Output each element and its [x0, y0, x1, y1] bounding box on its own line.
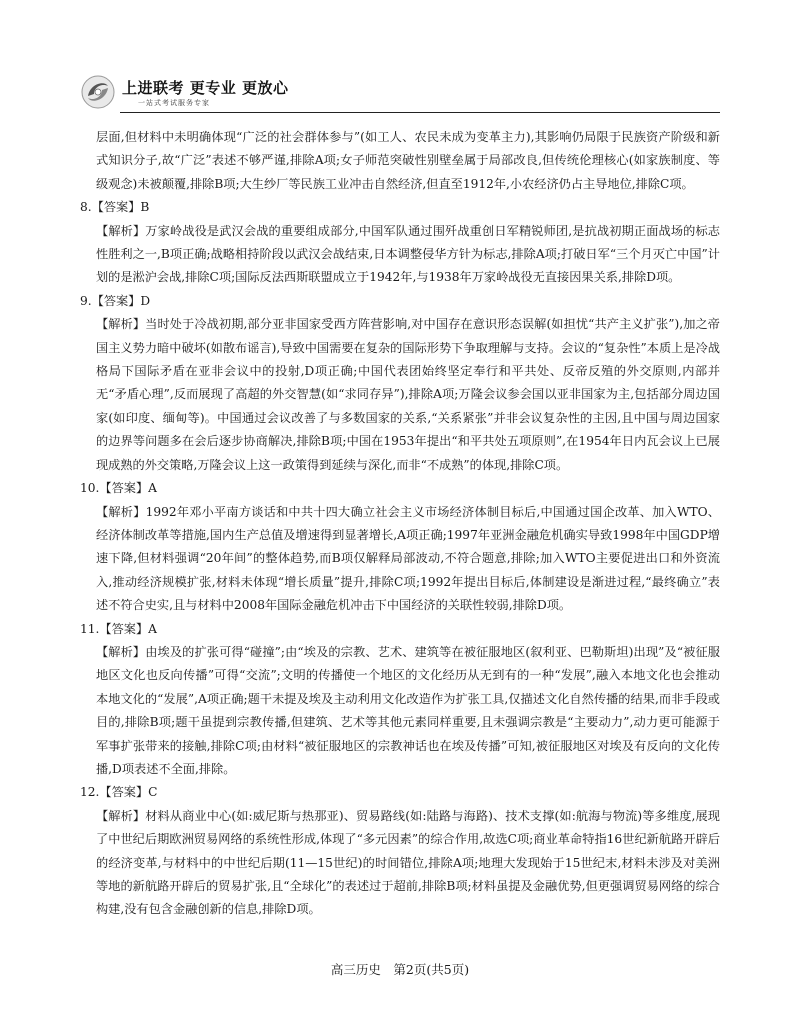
header-subtitle: 一站式考试服务专家: [138, 99, 210, 107]
page-header: [80, 72, 720, 124]
page-footer: 高三历史 第2页(共5页): [330, 962, 470, 977]
answer-line-12: 12.【答案】C: [80, 785, 158, 800]
header-divider: [120, 112, 720, 113]
explanation-paragraph-9: 【解析】当时处于冷战初期,部分亚非国家受西方阵营影响,对中国存在意识形态误解(如担忧“共产主义扩张”),加之帝国主义势力暗中破坏(如散布谣言),导致中国需要在复杂的国际形势下争取理解与支持。会议的“复杂性”本质上是冷战格局下国际矛盾在亚非会议中的投射,D项正确;中国代表团始终坚定奉行和平共处、反帝反殖的外交原则,内部并无“矛盾心理”,反而展现了高超的外交智慧(如“求同存异”),排除A项;万隆会议参会国以亚非国家为主,包括部分周边国家(如印度、缅甸等)。中国通过会议改善了与多数国家的关系,“关系紧张”并非会议复杂性的主因,且中国与周边国家的边界等问题多在会后逐步协商解决,排除B项;中国在1953年提出“和平共处五项原则”,在1954年日内瓦会议上已展现成熟的外交策略,万隆会议上这一政策得到延续与深化,而非“不成熟”的体现,排除C项。: [96, 317, 720, 472]
answer-line-11: 11.【答案】A: [80, 621, 157, 636]
explanation-paragraph: 层面,但材料中未明确体现“广泛的社会群体参与”(如工人、农民未成为变革主力),其影响仍局限于民族资产阶级和新式知识分子,故“广泛”表述不够严谨,排除A项;女子师范突破性别壁垒属于局部改良,但传统伦理核心(如家族制度、等级观念)未被颠覆,排除B项;大生纱厂等民族工业冲击自然经济,但直至1912年,小农经济仍占主导地位,排除C项。: [96, 130, 720, 191]
explanation-paragraph-10: 【解析】1992年邓小平南方谈话和中共十四大确立社会主义市场经济体制目标后,中国通过国企改革、加入WTO、经济体制改革等措施,国内生产总值及增速得到显著增长,A项正确;1997年亚洲金融危机确实导致1998年中国GDP增速下降,但材料强调“20年间”的整体趋势,而B项仅解释局部波动,不符合题意,排除;加入WTO主要促进出口和外资流入,推动经济规模扩张,材料未体现“增长质量”提升,排除C项;1992年提出目标后,体制建设是渐进过程,“最终确立”表述不符合史实,且与材料中2008年国际金融危机冲击下中国经济的关联性较弱,排除D项。: [96, 504, 720, 613]
explanation-paragraph-12: 【解析】材料从商业中心(如:威尼斯与热那亚)、贸易路线(如:陆路与海路)、技术支撑(如:航海与物流)等多维度,展现了中世纪后期欧洲贸易网络的系统性形成,体现了“多元因素”的综合作用,故选C项;商业革命特指16世纪新航路开辟后的经济变革,与材料中的中世纪后期(11—15世纪)的时间错位,排除A项;地理大发现始于15世纪末,材料未涉及对美洲等地的新航路开辟后的贸易扩张,且“全球化”的表述过于超前,排除B项;材料虽提及金融优势,但更强调贸易网络的综合构建,没有包含金融创新的信息,排除D项。: [96, 808, 720, 917]
explanation-paragraph-11: 【解析】由埃及的扩张可得“碰撞”;由“埃及的宗教、艺术、建筑等在被征服地区(叙利亚、巴勒斯坦)出现”及“被征服地区文化也反向传播”可得“交流”;文明的传播使一个地区的文化经历从无到有的一种“发展”,融入本地文化也会推动本地文化的“发展”,A项正确;题干未提及埃及主动利用文化改造作为扩张工具,仅描述文化自然传播的结果,而非手段或目的,排除B项;题干虽提到宗教传播,但建筑、艺术等其他元素同样重要,且未强调宗教是“主要动力”,动力更可能源于军事扩张带来的接触,排除C项;由材料“被征服地区的宗教神话也在埃及传播”可知,被征服地区对埃及有反向的文化传播,D项表述不全面,排除。: [96, 644, 720, 776]
explanation-paragraph-8: 【解析】万家岭战役是武汉会战的重要组成部分,中国军队通过围歼战重创日军精锐师团,是抗战初期正面战场的标志性胜利之一,B项正确;战略相持阶段以武汉会战结束,日本调整侵华方针为标志,排除A项;打破日军“三个月灭亡中国”计划的是淞沪会战,排除C项;国际反法西斯联盟成立于1942年,与1938年万家岭战役无直接因果关系,排除D项。: [96, 223, 720, 285]
answer-line-10: 10.【答案】A: [80, 481, 157, 496]
header-title: 上进联考 更专业 更放心: [122, 79, 289, 97]
answer-line-8: 8.【答案】B: [80, 200, 150, 215]
answer-explanations: [80, 126, 720, 922]
answer-line-9: 9.【答案】D: [80, 293, 151, 308]
logo-swirl-icon: [80, 74, 116, 110]
